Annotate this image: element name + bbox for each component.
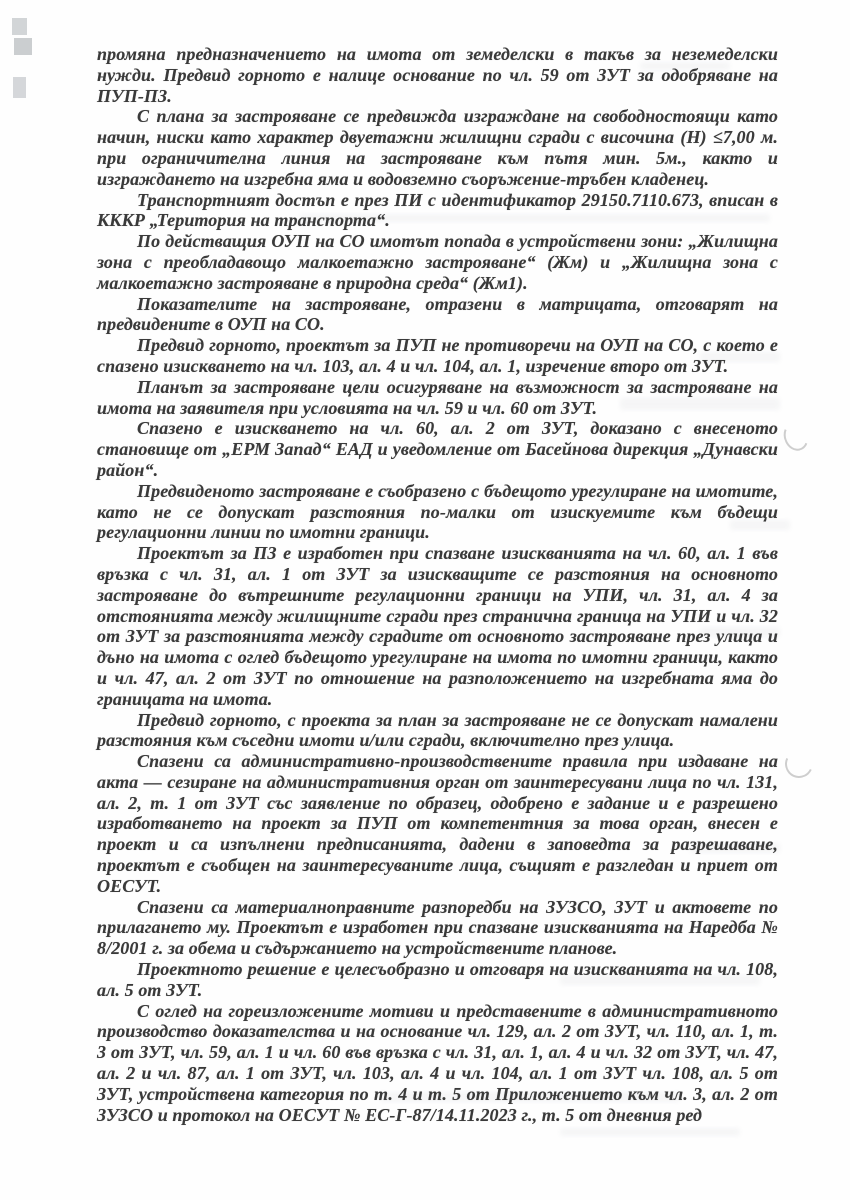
scan-artifact	[14, 38, 32, 55]
paragraph: С оглед на гореизложените мотиви и представените в административното производство доказателства и на основание чл. 129, ал. 2 от ЗУТ, чл. 110, ал. 1, т. 3 от ЗУТ, чл. 59, ал. 1 и чл. 60 във връзка с чл. 31, ал. 1, ал. 4 и чл. 32 от ЗУТ, чл. 47, ал. 2 и чл. 87, ал. 1 от ЗУТ, чл. 103, ал. 4 и чл. 104, ал. 1 от ЗУТ чл. 108, ал. 5 от ЗУТ, устройствена категория по т. 4 и т. 5 от Приложението към чл. 3, ал. 2 от ЗУЗСО и протокол на ОЕСУТ № ЕС-Г-87/14.11.2023 г., т. 5 от дневния ред	[97, 1000, 778, 1125]
paragraph: Планът за застрояване цели осигуряване на възможност за застрояване на имота на заявителя при условията на чл. 59 и чл. 60 от ЗУТ.	[97, 376, 778, 418]
bleed-through-smudge	[560, 1128, 740, 1136]
hole-punch-mark	[781, 746, 817, 782]
paragraph: Спазени са материалноправните разпоредби на ЗУЗСО, ЗУТ и актовете по прилагането му. Проектът е изработен при спазване изискванията на Наредба № 8/2001 г. за обема и съдържанието на устройствените планове.	[97, 896, 778, 959]
paragraph: Спазено е изискването на чл. 60, ал. 2 от ЗУТ, доказано с внесеното становище от „ЕРМ Запад“ ЕАД и уведомление от Басейнова дирекция „Дунавски район“.	[97, 418, 778, 480]
paragraph: По действащия ОУП на СО имотът попада в устройствени зони: „Жилищна зона с преобладавощо малкоетажно застрояване“ (Жм) и „Жилищна зона с малкоетажно застрояване в природна среда“ (Жм1).	[97, 231, 778, 293]
paragraph: С плана за застрояване се предвижда изграждане на свободностоящи като начин, ниски като характер двуетажни жилищни сгради с височина (Н) ≤7,00 м. при ограничителна линия на застрояване към пътя мин. 5м., както и изграждането на изгребна яма и водовземно съоръжение-тръбен кладенец.	[97, 106, 778, 189]
scan-artifact	[13, 77, 26, 98]
paragraph: Предвид горното, с проекта за план за застрояване не се допускат намалени разстояния към съседни имоти и/или сгради, включително през улица.	[97, 709, 778, 751]
page-text-block	[97, 44, 778, 1125]
paragraph: Показателите на застрояване, отразени в матрицата, отговарят на предвидените в ОУП на СО.	[97, 293, 778, 335]
paragraph: Проектното решение е целесъобразно и отговаря на изискванията на чл. 108, ал. 5 от ЗУТ.	[97, 959, 778, 1000]
paragraph: Предвид горното, проектът за ПУП не противоречи на ОУП на СО, с което е спазено изискването на чл. 103, ал. 4 и чл. 104, ал. 1, изречение второ от ЗУТ.	[97, 335, 778, 376]
paragraph: Спазени са административно-производствените правила при издаване на акта — сезиране на административния орган от заинтересувани лица по чл. 131, ал. 2, т. 1 от ЗУТ със заявление по образец, одобрено е задание и е разрешено изработването на проект за ПУП от компетентния за това орган, внесен е проект и са изпълнени предписанията, дадени в заповедта за разрешаване, проектът е съобщен на заинтересуваните лица, същият е разгледан и приет от ОЕСУТ.	[97, 751, 778, 896]
scan-artifact	[12, 18, 27, 35]
paragraph: промяна предназначението на имота от земеделски в такъв за неземеделски нужди. Предвид горното е налице основание по чл. 59 от ЗУТ за одобряване на ПУП-ПЗ.	[97, 44, 778, 106]
paragraph: Предвиденото застрояване е съобразено с бъдещото урегулиране на имотите, като не се допускат разстояния по-малки от изискуемите към бъдещи регулационни линии по имотни граници.	[97, 480, 778, 543]
hole-punch-mark	[780, 419, 812, 454]
paragraph: Транспортният достъп е през ПИ с идентификатор 29150.7110.673, вписан в КККР „Територия на транспорта“.	[97, 189, 778, 231]
paragraph: Проектът за ПЗ е изработен при спазване изискванията на чл. 60, ал. 1 във връзка с чл. 31, ал. 1 от ЗУТ за изискващите се разстояния на основното застрояване до вътрешните регулационни граници на УПИ, чл. 31, ал. 4 за отстоянията между жилищните сгради през странична граница на УПИ и чл. 32 от ЗУТ за разстоянията между сградите от основното застрояване през улица и дъно на имота с оглед бъдещото урегулиране на имота по имотни граници, както и чл. 47, ал. 2 от ЗУТ по отношение на разположението на изгребната яма до границата на имота.	[97, 543, 778, 709]
